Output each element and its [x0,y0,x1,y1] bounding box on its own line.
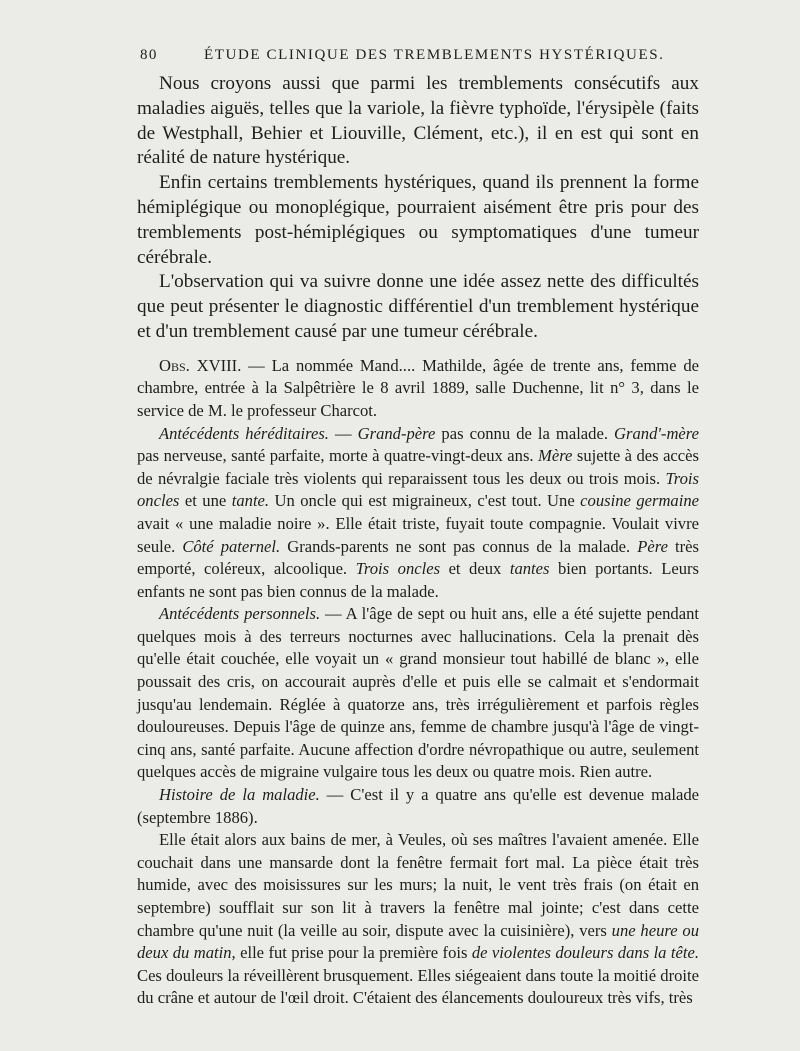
text-run: très emporté, coléreux, alcoolique. [137,536,700,579]
emphasis: Père [637,536,668,556]
emphasis: Grand-père [357,423,436,443]
page-number: 80 [140,47,158,63]
paragraph: L'observation qui va suivre donne une idée assez nette des difficultés que peut présenter le diagnostic différentiel d'un tremblement hystérique et d'un tremblement causé par une tumeur cérébrale. [137,271,699,342]
emphasis: Côté paternel. [182,536,281,556]
emphasis: Mère [538,446,573,466]
emphasis: Trois oncles [355,559,441,579]
paragraph: Enfin certains tremblements hystériques, quand ils prennent la forme hémiplégique ou monoplégique, pourraient aisément être pris pour des tremblements post-hémiplégiques ou symptomatiques d'une tumeur cérébrale. [137,172,699,268]
observation-intro-text: — La nommée Mand.... Mathilde, âgée de trente ans, femme de chambre, entrée à la Salpêtrière le 8 avril 1889, salle Duchenne, lit n° 3, dans le service de M. le professeur Charcot. [137,355,699,420]
section-label: Antécédents personnels. [159,604,321,624]
page-body [137,72,699,1010]
hereditary-antecedents [137,423,699,604]
text-run: avait « une maladie noire ». Elle était triste, fuyait toute compagnie. Voulait vivre seule. [137,513,699,556]
emphasis: de violentes douleurs dans la tête. [471,943,699,963]
illness-history [137,784,699,829]
illness-narrative [137,829,699,1010]
text-run: Ces douleurs la réveillèrent brusquement. Elles siégeaient dans toute la moitié droite du crâne et autour de l'œil droit. C'étaient des élancements douloureux très vifs, très [137,965,699,1008]
observation-label: Obs. XVIII. [159,355,242,375]
text-run: et une [179,491,232,511]
text-run: — C'est il y a quatre ans qu'elle est devenue malade (septembre 1886). [137,785,699,827]
emphasis: tante. [231,491,270,511]
personal-antecedents [137,603,699,784]
section-label: Histoire de la maladie. [159,785,320,805]
observation-intro [137,355,699,423]
text-run: bien portants. Leurs enfants ne sont pas bien connus de la malade. [137,559,699,601]
emphasis: une heure ou deux du matin, [137,920,700,963]
text-run: — [328,423,358,443]
emphasis: Grand'-mère [614,423,699,443]
text-run: pas nerveuse, santé parfaite, morte à quatre-vingt-deux ans. [137,446,539,466]
emphasis: tantes [509,559,550,579]
emphasis: Trois oncles [137,468,699,511]
text-run: — A l'âge de sept ou huit ans, elle a été sujette pendant quelques mois à des terreurs nocturnes avec hallucinations. Cela la prenait dès qu'elle était couchée, elle voyait un « grand monsieur tout habillé de blanc », elle poussait des cris, on accourait auprès d'elle et puis elle se calmait et s'endormait jusqu'au lendemain. Réglée à quatorze ans, très irrégulièrement et parfois règles douloureuses. Depuis l'âge de quinze ans, femme de chambre jusqu'à l'âge de vingt-cinq ans, santé parfaite. Aucune affection d'ordre névropathique ou autre, seulement quelques accès de migraine vulgaire tous les deux ou quatre mois. Rien autre. [137,604,699,782]
emphasis: cousine germaine [580,491,699,511]
text-run: sujette à des accès de névralgie faciale très violents qui reparaissent tous les deux ou trois mois. [137,446,699,488]
text-run: Grands-parents ne sont pas connus de la malade. [280,536,638,556]
text-run: Elle était alors aux bains de mer, à Veules, où ses maîtres l'avaient amenée. Elle couchait dans une mansarde dont la fenêtre fermait fort mal. La pièce était très humide, avec des moisissures sur les murs; la nuit, le vent très frais (on était en septembre) soufflait sur son lit à travers la fenêtre mal jointe; c'est dans cette chambre qu'une nuit (la veille au soir, dispute avec la cuisinière), vers [137,830,699,940]
text-run: elle fut prise pour la première fois [235,943,472,963]
running-title: ÉTUDE CLINIQUE DES TREMBLEMENTS HYSTÉRIQUES. [204,47,665,63]
observation-section [137,355,699,1010]
paragraph: Nous croyons aussi que parmi les tremblements consécutifs aux maladies aiguës, telles que la variole, la fièvre typhoïde, l'érysipèle (faits de Westphall, Behier et Liouville, Clément, etc.), il en est qui sont en réalité de nature hystérique. [137,73,699,169]
text-run: et deux [440,559,510,579]
text-run: Un oncle qui est migraineux, c'est tout. Une [269,491,581,511]
section-label: Antécédents héréditaires. [159,423,329,443]
text-run: pas connu de la malade. [435,423,615,443]
main-text [137,72,699,345]
